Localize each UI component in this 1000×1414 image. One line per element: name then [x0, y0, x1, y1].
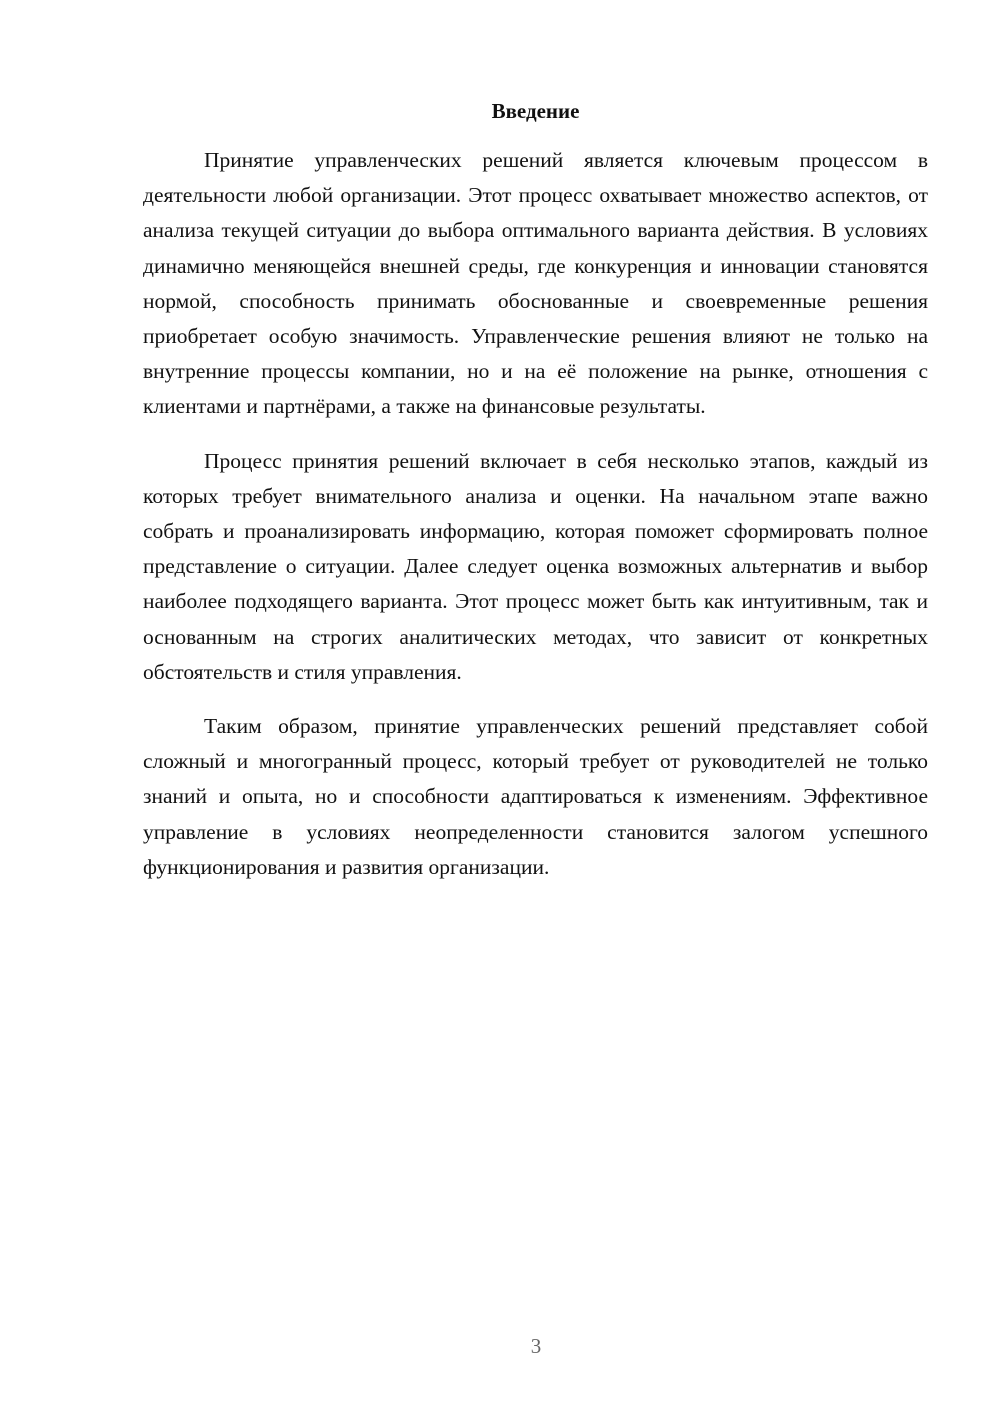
paragraph-1: Принятие управленческих решений является ключевым процессом в деятельности любой организации. Этот процесс охватывает множество аспектов, от анализа текущей ситуации до выбора оптимального варианта действия. В условиях динамично меняющейся внешней среды, где конкуренция и инновации становятся нормой, способность принимать обоснованные и своевременные решения приобретает особую значимость. Управленческие решения влияют не только на внутренние процессы компании, но и на её положение на рынке, отношения с клиентами и партнёрами, а также на финансовые результаты. — [143, 148, 928, 419]
paragraph-3: Таким образом, принятие управленческих решений представляет собой сложный и многогранный процесс, который требует от руководителей не только знаний и опыта, но и способности адаптироваться к изменениям. Эффективное управление в условиях неопределенности становится залогом успешного функционирования и развития организации. — [143, 714, 928, 879]
paragraph-2: Процесс принятия решений включает в себя несколько этапов, каждый из которых требует внимательного анализа и оценки. На начальном этапе важно собрать и проанализировать информацию, которая поможет сформировать полное представление о ситуации. Далее следует оценка возможных альтернатив и выбор наиболее подходящего варианта. Этот процесс может быть как интуитивным, так и основанным на строгих аналитических методах, что зависит от конкретных обстоятельств и стиля управления. — [143, 448, 928, 684]
section-heading: Введение — [491, 99, 580, 123]
page-number: 3 — [530, 1334, 542, 1358]
body-text — [143, 143, 928, 904]
